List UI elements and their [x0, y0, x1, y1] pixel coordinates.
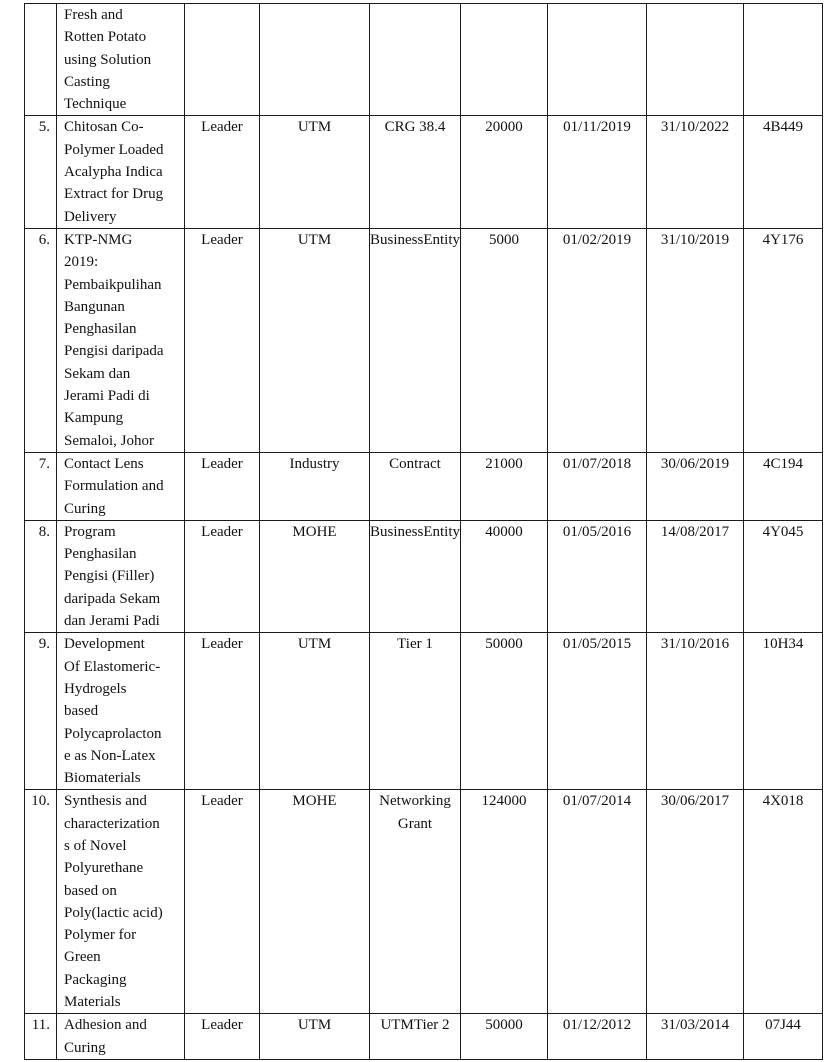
project-title-line: Formulation and [64, 478, 164, 495]
start-date-cell: 01/02/2019 [548, 228, 647, 452]
start-date-cell: 01/12/2012 [548, 1014, 647, 1060]
project-title-line: Green [64, 949, 101, 966]
row-number: 5. [25, 116, 57, 228]
scheme-cell-line: Entity [423, 523, 461, 540]
project-title-line: Packaging [64, 971, 127, 988]
project-title-line: Sekam dan [64, 365, 131, 382]
project-title-line: Polymer for [64, 927, 137, 944]
scheme-cell [370, 4, 461, 116]
project-title [57, 4, 185, 116]
role-cell: Leader [185, 790, 260, 1014]
project-title-line: Penghasilan [64, 321, 137, 338]
scheme-cell [370, 520, 461, 632]
role-cell: Leader [185, 633, 260, 790]
project-title-line: Biomaterials [64, 770, 141, 787]
amount-cell: 50000 [461, 1014, 548, 1060]
start-date-cell: 01/05/2015 [548, 633, 647, 790]
code-cell: 4B449 [744, 116, 823, 228]
code-cell: 4X018 [744, 790, 823, 1014]
row-number: 9. [25, 633, 57, 790]
row-number [25, 4, 57, 116]
sponsor-cell: UTM [260, 633, 370, 790]
sponsor-cell: UTM [260, 228, 370, 452]
project-title-line: characterization [64, 815, 160, 832]
scheme-cell [370, 1014, 461, 1060]
row-number: 8. [25, 520, 57, 632]
scheme-cell [370, 228, 461, 452]
project-title-line: Polyurethane [64, 860, 144, 877]
code-cell: 4Y176 [744, 228, 823, 452]
sponsor-cell: MOHE [260, 790, 370, 1014]
scheme-cell-line: ng Grant [397, 793, 451, 832]
scheme-cell-line: Business [370, 231, 424, 248]
code-cell: 10H34 [744, 633, 823, 790]
end-date-cell: 31/10/2019 [647, 228, 744, 452]
project-title-line: Rotten Potato [64, 29, 147, 46]
project-title-line: Chitosan Co- [64, 119, 144, 136]
start-date-cell: 01/05/2016 [548, 520, 647, 632]
code-cell: 4C194 [744, 452, 823, 520]
project-title-line: Adhesion and [64, 1017, 147, 1034]
end-date-cell: 30/06/2017 [647, 790, 744, 1014]
project-title-line: Extract for Drug [64, 186, 164, 203]
table-row [25, 520, 823, 632]
row-number: 11. [25, 1014, 57, 1060]
scheme-cell-line: UTM [380, 1017, 414, 1034]
project-title [57, 520, 185, 632]
end-date-cell [647, 4, 744, 116]
scheme-cell-line: Tier 2 [413, 1017, 450, 1034]
project-title-line: Synthesis and [64, 793, 147, 810]
project-title-line: Delivery [64, 208, 117, 225]
project-title-line: Fresh and [64, 7, 123, 23]
project-title-line: Hydrogels [64, 680, 127, 697]
project-title-line: Kampung [64, 410, 124, 427]
project-title-line: Of Elastomeric- [64, 658, 161, 675]
table-row [25, 452, 823, 520]
amount-cell: 40000 [461, 520, 548, 632]
project-title-line: Semaloi, Johor [64, 432, 154, 449]
project-title-line: 2019: [64, 254, 99, 271]
end-date-cell: 31/03/2014 [647, 1014, 744, 1060]
project-title-line: using Solution [64, 51, 152, 68]
end-date-cell: 30/06/2019 [647, 452, 744, 520]
project-title [57, 116, 185, 228]
project-title-line: e as Non-Latex [64, 747, 156, 764]
scheme-cell [370, 790, 461, 1014]
start-date-cell [548, 4, 647, 116]
end-date-cell: 14/08/2017 [647, 520, 744, 632]
role-cell: Leader [185, 228, 260, 452]
project-title-line: Acalypha Indica [64, 164, 163, 181]
table-body [25, 4, 823, 1060]
start-date-cell: 01/11/2019 [548, 116, 647, 228]
scheme-cell-line: CRG 38.4 [384, 119, 446, 136]
table-row [25, 633, 823, 790]
table-row [25, 116, 823, 228]
project-title [57, 1014, 185, 1060]
project-title-line: based on [64, 882, 117, 899]
scheme-cell-line: Entity [423, 231, 461, 248]
amount-cell: 20000 [461, 116, 548, 228]
grants-table [24, 3, 823, 1060]
sponsor-cell: MOHE [260, 520, 370, 632]
project-title-line: Polymer Loaded [64, 141, 164, 158]
project-title-line: Polycaprolacton [64, 725, 162, 742]
project-title-line: Curing [64, 500, 106, 517]
project-title-line: s of Novel [64, 837, 127, 854]
table-row [25, 790, 823, 1014]
project-title-line: Pengisi (Filler) [64, 568, 155, 585]
end-date-cell: 31/10/2016 [647, 633, 744, 790]
scheme-cell-line: Tier 1 [397, 636, 433, 653]
scheme-cell-line: Networki [379, 793, 436, 810]
role-cell: Leader [185, 452, 260, 520]
role-cell [185, 4, 260, 116]
amount-cell: 50000 [461, 633, 548, 790]
role-cell: Leader [185, 1014, 260, 1060]
scheme-cell-line: Business [370, 523, 424, 540]
table-row [25, 1014, 823, 1060]
scheme-cell [370, 116, 461, 228]
project-title [57, 452, 185, 520]
project-title-line: Curing [64, 1039, 106, 1056]
scheme-cell [370, 633, 461, 790]
role-cell: Leader [185, 520, 260, 632]
project-title-line: Jerami Padi di [64, 388, 150, 405]
sponsor-cell: Industry [260, 452, 370, 520]
scheme-cell-line: Contract [389, 455, 441, 472]
amount-cell: 21000 [461, 452, 548, 520]
project-title-line: KTP-NMG [64, 231, 133, 248]
project-title-line: Penghasilan [64, 546, 137, 563]
sponsor-cell: UTM [260, 116, 370, 228]
project-title-line: daripada Sekam [64, 590, 161, 607]
sponsor-cell: UTM [260, 1014, 370, 1060]
table-row [25, 4, 823, 116]
project-title-line: dan Jerami Padi [64, 613, 160, 630]
project-title-line: Technique [64, 96, 127, 113]
role-cell: Leader [185, 116, 260, 228]
amount-cell: 124000 [461, 790, 548, 1014]
project-title-line: Contact Lens [64, 455, 144, 472]
sponsor-cell [260, 4, 370, 116]
row-number: 7. [25, 452, 57, 520]
project-title-line: Pengisi daripada [64, 343, 164, 360]
code-cell: 07J44 [744, 1014, 823, 1060]
row-number: 6. [25, 228, 57, 452]
project-title-line: Development [64, 636, 145, 653]
project-title-line: Pembaikpulihan [64, 276, 162, 293]
end-date-cell: 31/10/2022 [647, 116, 744, 228]
project-title-line: based [64, 703, 99, 720]
project-title [57, 790, 185, 1014]
project-title-line: Program [64, 523, 116, 540]
amount-cell: 5000 [461, 228, 548, 452]
amount-cell [461, 4, 548, 116]
project-title [57, 228, 185, 452]
row-number: 10. [25, 790, 57, 1014]
project-title-line: Bangunan [64, 298, 125, 315]
project-title-line: Poly(lactic acid) [64, 904, 163, 921]
project-title-line: Materials [64, 994, 121, 1011]
table-row [25, 228, 823, 452]
start-date-cell: 01/07/2014 [548, 790, 647, 1014]
scheme-cell [370, 452, 461, 520]
project-title-line: Casting [64, 73, 110, 90]
start-date-cell: 01/07/2018 [548, 452, 647, 520]
project-title [57, 633, 185, 790]
code-cell: 4Y045 [744, 520, 823, 632]
code-cell [744, 4, 823, 116]
